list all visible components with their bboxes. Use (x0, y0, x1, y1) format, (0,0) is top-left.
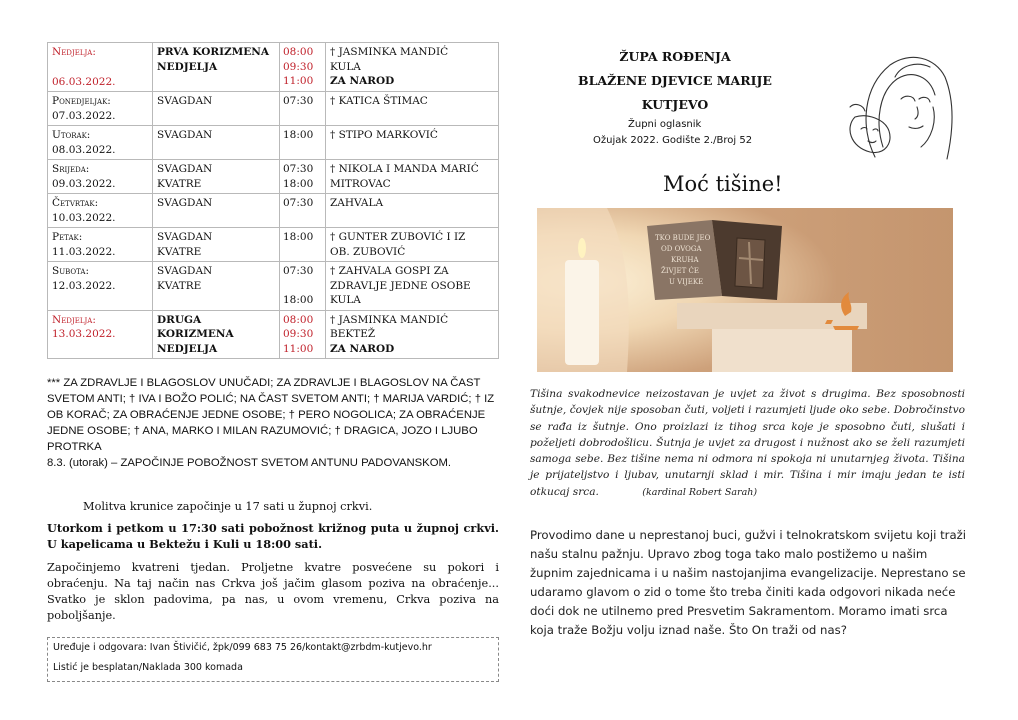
mass-intention-line: KULA (330, 60, 361, 73)
quote-author: (kardinal Robert Sarah) (642, 486, 758, 498)
mass-time: 11:00 (283, 342, 314, 355)
inscription-line-4: ŽIVJET ĆE (661, 267, 699, 275)
day-date: 12.03.2022. (52, 279, 116, 292)
day-date: 06.03.2022. (52, 75, 116, 88)
mass-time: 09:30 (283, 328, 314, 340)
mass-time-cell (280, 160, 326, 194)
mass-intention-bold: ZA NAROD (330, 75, 395, 87)
liturgical-day-cell (153, 262, 280, 311)
mass-intentions-list: *** ZA ZDRAVLJE I BLAGOSLOV UNUČADI; ZA ZDRAVLJE I BLAGOSLOV NA ČAST SVETOM ANTI; † IVA I BOŽO POLIĆ; NA ČAST SVETOM ANTI; † MARIJA VARDIĆ; † IZ OB KORAČ; ZA OBRAĆENJE JEDNE OSOBE; † PERO NOGOLICA; ZA OBRAĆENJE JEDNE OSOBE; † ANA, MARKO I MILAN RAZUMOVIĆ; † DRAGICA, JOZO I LJUBO PROTRKA (47, 377, 495, 453)
liturgical-day-line: NEDJELJA (157, 60, 218, 73)
liturgical-day-cell (153, 194, 280, 228)
bulletin-label: Župni oglasnik (628, 119, 702, 130)
mass-time (283, 279, 321, 294)
mass-time-cell (280, 310, 326, 359)
madonna-and-child-drawing (835, 47, 960, 165)
mass-intention-cell (326, 194, 499, 228)
liturgical-day-line: SVAGDAN (157, 231, 213, 243)
liturgical-day-line: SVAGDAN (157, 129, 213, 141)
liturgical-day-line: KORIZMENA (157, 328, 234, 340)
mass-intention-bold: ZA NAROD (330, 342, 395, 355)
issue-line: Ožujak 2022. Godište 2./Broj 52 (593, 135, 753, 146)
schedule-day-cell (48, 92, 153, 126)
parish-name (560, 45, 790, 117)
mass-schedule-table (47, 42, 499, 359)
mass-intention-cell (326, 160, 499, 194)
devotion-announcement: 8.3. (utorak) – ZAPOČINJE POBOŽNOST SVETOM ANTUNU PADOVANSKOM. (47, 457, 452, 469)
liturgical-day-cell (153, 92, 280, 126)
schedule-day-cell (48, 262, 153, 311)
mass-time-cell (280, 43, 326, 92)
inscription-line-1: TKO BUDE JEO (655, 234, 711, 242)
liturgical-day-line: KVATRE (157, 279, 202, 292)
inscription-line-2: OD OVOGA (661, 245, 702, 253)
schedule-day-cell (48, 126, 153, 160)
mass-time: 18:00 (283, 294, 314, 306)
mass-time: 07:30 (283, 95, 314, 107)
mass-time-cell (280, 262, 326, 311)
parish-line-3: KUTJEVO (641, 97, 709, 112)
mass-intention-cell (326, 262, 499, 311)
schedule-day-cell (48, 160, 153, 194)
mass-intention-cell (326, 228, 499, 262)
stations-of-cross-announcement: Utorkom i petkom u 17:30 sati pobožnost križnog puta u župnoj crkvi. U kapelicama u Bektežu i Kuli u 18:00 sati. (47, 521, 499, 551)
rosary-announcement: Molitva krunice započinje u 17 sati u župnoj crkvi. (83, 500, 373, 513)
mass-intention-line: ZAHVALA (330, 197, 384, 209)
liturgical-day-line: SVAGDAN (157, 265, 213, 277)
mass-intention-line: † GUNTER ZUBOVIĆ I IZ (330, 231, 466, 243)
parish-line-2: BLAŽENE DJEVICE MARIJE (578, 73, 772, 88)
mass-intention-line: † JASMINKA MANDIĆ (330, 46, 449, 58)
schedule-day-cell (48, 43, 153, 92)
candle-and-book-photo (537, 208, 953, 372)
mass-time: 07:30 (283, 265, 314, 277)
day-name: Utorak: (52, 129, 91, 141)
liturgical-day-line: DRUGA (157, 313, 202, 326)
mass-intention-line: MITROVAC (330, 177, 391, 190)
liturgical-day-cell (153, 126, 280, 160)
quote-text (530, 386, 965, 501)
mass-time: 18:00 (283, 177, 314, 190)
print-run-note: Listić je besplatan/Naklada 300 komada (53, 662, 243, 673)
liturgical-day-line: SVAGDAN (157, 197, 213, 209)
day-date: 11.03.2022. (52, 245, 116, 258)
schedule-day-cell (48, 228, 153, 262)
mass-time-cell (280, 92, 326, 126)
bulletin-info (590, 117, 752, 149)
mass-time: 07:30 (283, 163, 314, 175)
schedule-row (48, 43, 499, 92)
day-name: Četvrtak: (52, 197, 99, 209)
mass-time: 08:00 (283, 313, 314, 326)
mass-intention-cell (326, 92, 499, 126)
mass-intention-line: BEKTEŽ (330, 328, 376, 340)
mass-time-cell (280, 228, 326, 262)
mass-time: 08:00 (283, 46, 314, 58)
quote-body: Tišina svakodnevice neizostavan je uvjet za život s drugima. Bez sposobnosti šutnje, čovjek nije sposoban čuti, voljeti i razumjeti ljude oko sebe. Dobročinstvo se rađa iz šutnje. Ono proizlazi iz tihog srca koje je sposobno čuti, slušati i poželjeti dobrodošlicu. Šutnja je uvjet za drugost i nužnost ako se želi razumjeti samoga sebe. Bez tišine nema ni odmora ni spokoja ni unutarnjeg života. Tišina je prijateljstvo i ljubav, unutarnji sklad i mir. Tišina i mir imaju jedan te isti otkucaj srca. (530, 388, 965, 498)
mass-time-cell (280, 126, 326, 160)
mass-intention-line: † STIPO MARKOVIĆ (330, 129, 438, 141)
schedule-row (48, 92, 499, 126)
liturgical-day-line: SVAGDAN (157, 95, 213, 107)
day-date: 13.03.2022. (52, 328, 116, 340)
liturgical-day-cell (153, 43, 280, 92)
schedule-day-cell (48, 310, 153, 359)
liturgical-day-line: PRVA KORIZMENA (157, 46, 270, 58)
mass-intention-cell (326, 126, 499, 160)
editor-line: Uređuje i odgovara: Ivan Štivičić, žpk/099 683 75 26/kontakt@zrbdm-kutjevo.hr (53, 642, 432, 653)
mass-time: 18:00 (283, 129, 314, 141)
mass-intention-line: † JASMINKA MANDIĆ (330, 313, 449, 326)
mass-intention-line: KULA (330, 294, 361, 306)
day-name: Nedjelja: (52, 313, 96, 326)
mass-intention-line: † KATICA ŠTIMAC (330, 95, 428, 107)
mass-intention-line: OB. ZUBOVIĆ (330, 245, 406, 258)
day-name: Subota: (52, 265, 89, 277)
schedule-row (48, 194, 499, 228)
day-date: 07.03.2022. (52, 109, 116, 122)
liturgical-day-line: NEDJELJA (157, 342, 218, 355)
mass-time: 18:00 (283, 231, 314, 243)
parish-line-1: ŽUPA ROĐENJA (619, 49, 731, 64)
article-title: Moć tišine! (663, 172, 783, 196)
schedule-row (48, 126, 499, 160)
liturgical-day-line: KVATRE (157, 245, 202, 258)
mass-intention-cell (326, 43, 499, 92)
mass-time: 09:30 (283, 60, 314, 73)
mass-intention-line: ZDRAVLJE JEDNE OSOBE (330, 279, 471, 292)
mass-intention-line: † ZAHVALA GOSPI ZA (330, 265, 449, 277)
mass-time-cell (280, 194, 326, 228)
schedule-row (48, 310, 499, 359)
day-date: 10.03.2022. (52, 211, 116, 224)
liturgical-day-cell (153, 160, 280, 194)
ember-week-announcement: Započinjemo kvatreni tjedan. Proljetne kvatre posvećene su pokori i obraćenju. Na taj način nas Crkva još jačim glasom poziva na obraćenje... Svatko je sklon padovima, pa nas, u ovom vremenu, Crkva poziva na poboljšanje. (47, 561, 499, 622)
day-date: 09.03.2022. (52, 177, 116, 190)
inscription-line-5: U VIJEKE (669, 278, 704, 286)
schedule-row (48, 160, 499, 194)
liturgical-day-cell (153, 310, 280, 359)
day-date: 08.03.2022. (52, 143, 116, 156)
day-name: Petak: (52, 231, 83, 243)
mass-intention-cell (326, 310, 499, 359)
liturgical-day-cell (153, 228, 280, 262)
mass-time: 07:30 (283, 197, 314, 209)
article-body: Provodimo dane u neprestanoj buci, gužvi i telnokratskom svijetu koji traži našu stalnu pažnju. Upravo zbog toga tako malo postižemo u našim župnim zajednicama i u našim nastojanjima evangelizacije. Neprestano se udaramo glavom o zid o tome što treba činiti kada odgovori nikada neće doći dok ne utilnemo pred Presvetim Sakramentom. Moramo imati srca koja traže Božju volju iznad naše. Što On traži od nas? (530, 528, 967, 637)
schedule-row (48, 228, 499, 262)
day-name: Ponedjeljak: (52, 95, 111, 107)
schedule-row (48, 262, 499, 311)
day-name: Nedjelja: (52, 46, 96, 58)
imprint-box (47, 637, 499, 682)
schedule-day-cell (48, 194, 153, 228)
inscription-line-3: KRUHA (671, 256, 699, 264)
liturgical-day-line: KVATRE (157, 177, 202, 190)
day-name: Srijeda: (52, 163, 90, 175)
mass-time: 11:00 (283, 75, 314, 87)
mass-intention-line: † NIKOLA I MANDA MARIĆ (330, 163, 479, 175)
liturgical-day-line: SVAGDAN (157, 163, 213, 175)
